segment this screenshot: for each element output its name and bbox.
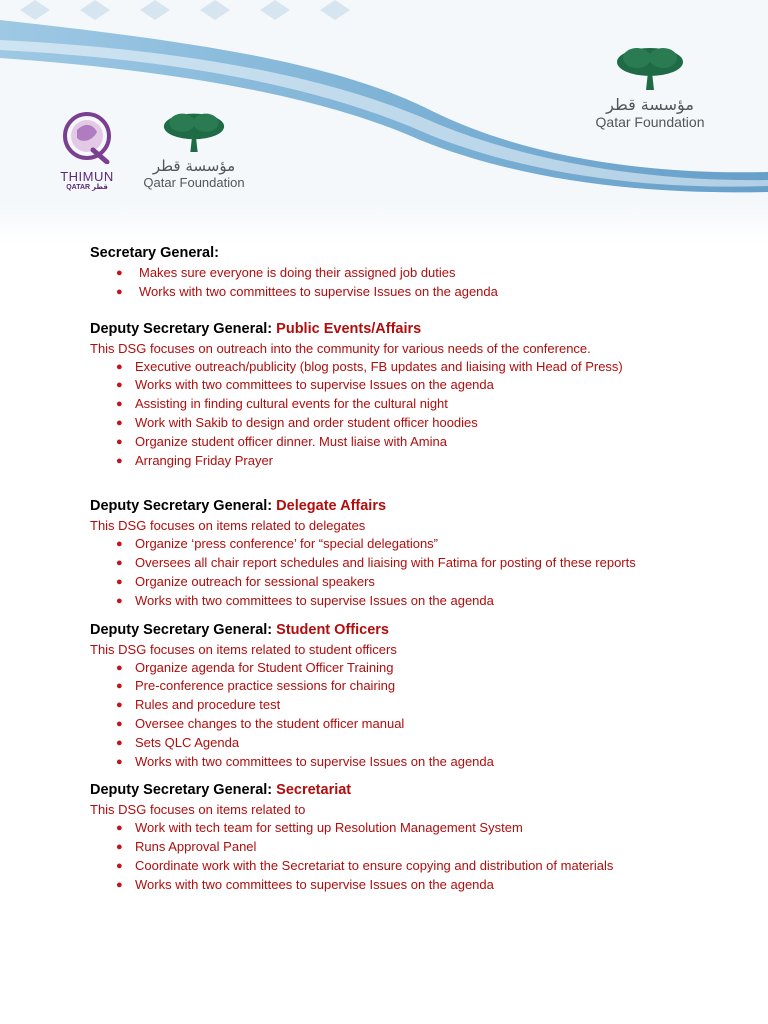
list-item: ● Organize outreach for sessional speakers bbox=[116, 573, 750, 592]
section-heading bbox=[90, 621, 750, 640]
qatar-foundation-logo-top bbox=[588, 44, 712, 129]
section-secretariat bbox=[90, 781, 750, 894]
focus-area: Delegate Affairs bbox=[276, 498, 387, 515]
tree-icon bbox=[162, 110, 226, 152]
section-heading bbox=[90, 320, 750, 339]
list-item: ● Makes sure everyone is doing their assigned job duties bbox=[116, 264, 750, 283]
bullet-icon: ● bbox=[116, 557, 123, 570]
section-description: This DSG focuses on items related to student officers bbox=[90, 641, 397, 657]
focus-area: Secretariat bbox=[276, 782, 352, 799]
duty-list bbox=[90, 264, 750, 302]
qatar-foundation-logo-left bbox=[140, 110, 248, 189]
list-item: ● Assisting in finding cultural events for the cultural night bbox=[116, 395, 750, 414]
focus-area: Student Officers bbox=[276, 621, 389, 638]
thimun-q-icon bbox=[59, 110, 115, 164]
bullet-icon: ● bbox=[116, 680, 123, 693]
bullet-icon: ● bbox=[116, 878, 123, 891]
bullet-icon: ● bbox=[116, 859, 123, 872]
duty-list bbox=[90, 358, 750, 471]
bullet-icon: ● bbox=[116, 575, 123, 588]
list-item: ● Organize ‘press conference’ for “special delegations” bbox=[116, 535, 750, 554]
duty-list bbox=[90, 535, 750, 610]
list-item: ● Runs Approval Panel bbox=[116, 838, 750, 857]
section-heading bbox=[90, 781, 750, 800]
section-description: This DSG focuses on items related to bbox=[90, 802, 306, 818]
qatar-foundation-arabic: مؤسسة قطر bbox=[152, 157, 236, 175]
bullet-icon: ● bbox=[116, 416, 123, 429]
thimun-logo bbox=[52, 110, 122, 191]
bullet-icon: ● bbox=[116, 822, 123, 835]
duty-list bbox=[90, 819, 750, 894]
list-item: ● Executive outreach/publicity (blog posts, FB updates and liaising with Head of Press) bbox=[116, 358, 750, 377]
list-item: ● Works with two committees to supervise Issues on the agenda bbox=[116, 283, 750, 302]
bullet-icon: ● bbox=[116, 398, 123, 411]
duty-list bbox=[90, 659, 750, 772]
list-item: ● Work with tech team for setting up Resolution Management System bbox=[116, 819, 750, 838]
bullet-icon: ● bbox=[116, 661, 123, 674]
section-description: This DSG focuses on outreach into the community for various needs of the conference. bbox=[90, 340, 591, 356]
section-heading bbox=[90, 497, 750, 516]
section-heading bbox=[90, 244, 750, 263]
list-item: ● Rules and procedure test bbox=[116, 696, 750, 715]
list-item: ● Sets QLC Agenda bbox=[116, 734, 750, 753]
tree-icon bbox=[615, 44, 685, 90]
section-student-officers bbox=[90, 621, 750, 772]
bullet-icon: ● bbox=[116, 454, 123, 467]
list-item: ● Coordinate work with the Secretariat to ensure copying and distribution of materials bbox=[116, 857, 750, 876]
list-item: ● Oversee changes to the student officer manual bbox=[116, 715, 750, 734]
qatar-foundation-name: Qatar Foundation bbox=[595, 114, 705, 130]
bullet-icon: ● bbox=[116, 285, 123, 298]
bullet-icon: ● bbox=[116, 594, 123, 607]
bullet-icon: ● bbox=[116, 841, 123, 854]
list-item: ● Works with two committees to supervise Issues on the agenda bbox=[116, 376, 750, 395]
thimun-subtitle: QATAR قطر bbox=[66, 184, 108, 191]
list-item: ● Organize student officer dinner. Must liaise with Amina bbox=[116, 433, 750, 452]
focus-area: Public Events/Affairs bbox=[276, 320, 422, 337]
list-item: ● Pre-conference practice sessions for chairing bbox=[116, 677, 750, 696]
bullet-icon: ● bbox=[116, 267, 123, 279]
bullet-icon: ● bbox=[116, 699, 123, 712]
list-item: ● Works with two committees to supervise Issues on the agenda bbox=[116, 592, 750, 611]
bullet-icon: ● bbox=[116, 736, 123, 749]
bullet-icon: ● bbox=[116, 435, 123, 448]
role-title: Deputy Secretary General: bbox=[90, 320, 277, 337]
list-item: ● Organize agenda for Student Officer Training bbox=[116, 659, 750, 678]
list-item: ● Arranging Friday Prayer bbox=[116, 452, 750, 471]
section-delegate-affairs bbox=[90, 497, 750, 610]
document-body bbox=[90, 244, 750, 895]
bullet-icon: ● bbox=[116, 538, 123, 551]
role-title: Deputy Secretary General: bbox=[90, 621, 277, 638]
section-secretary-general bbox=[90, 244, 750, 302]
qatar-foundation-arabic: مؤسسة قطر bbox=[606, 95, 694, 114]
list-item: ● Oversees all chair report schedules and liaising with Fatima for posting of these reports bbox=[116, 554, 750, 573]
qatar-foundation-name: Qatar Foundation bbox=[143, 175, 245, 190]
bullet-icon: ● bbox=[116, 755, 123, 768]
bullet-icon: ● bbox=[116, 717, 123, 730]
role-title: Deputy Secretary General: bbox=[90, 498, 277, 515]
section-description: This DSG focuses on items related to delegates bbox=[90, 518, 366, 534]
thimun-name: THIMUN bbox=[60, 169, 114, 184]
list-item: ● Work with Sakib to design and order student officer hoodies bbox=[116, 414, 750, 433]
section-public-events bbox=[90, 320, 750, 471]
list-item: ● Works with two committees to supervise Issues on the agenda bbox=[116, 753, 750, 772]
role-title: Secretary General: bbox=[90, 245, 219, 261]
bullet-icon: ● bbox=[116, 360, 123, 373]
role-title: Deputy Secretary General: bbox=[90, 782, 277, 799]
list-item: ● Works with two committees to supervise Issues on the agenda bbox=[116, 876, 750, 895]
bullet-icon: ● bbox=[116, 379, 123, 392]
